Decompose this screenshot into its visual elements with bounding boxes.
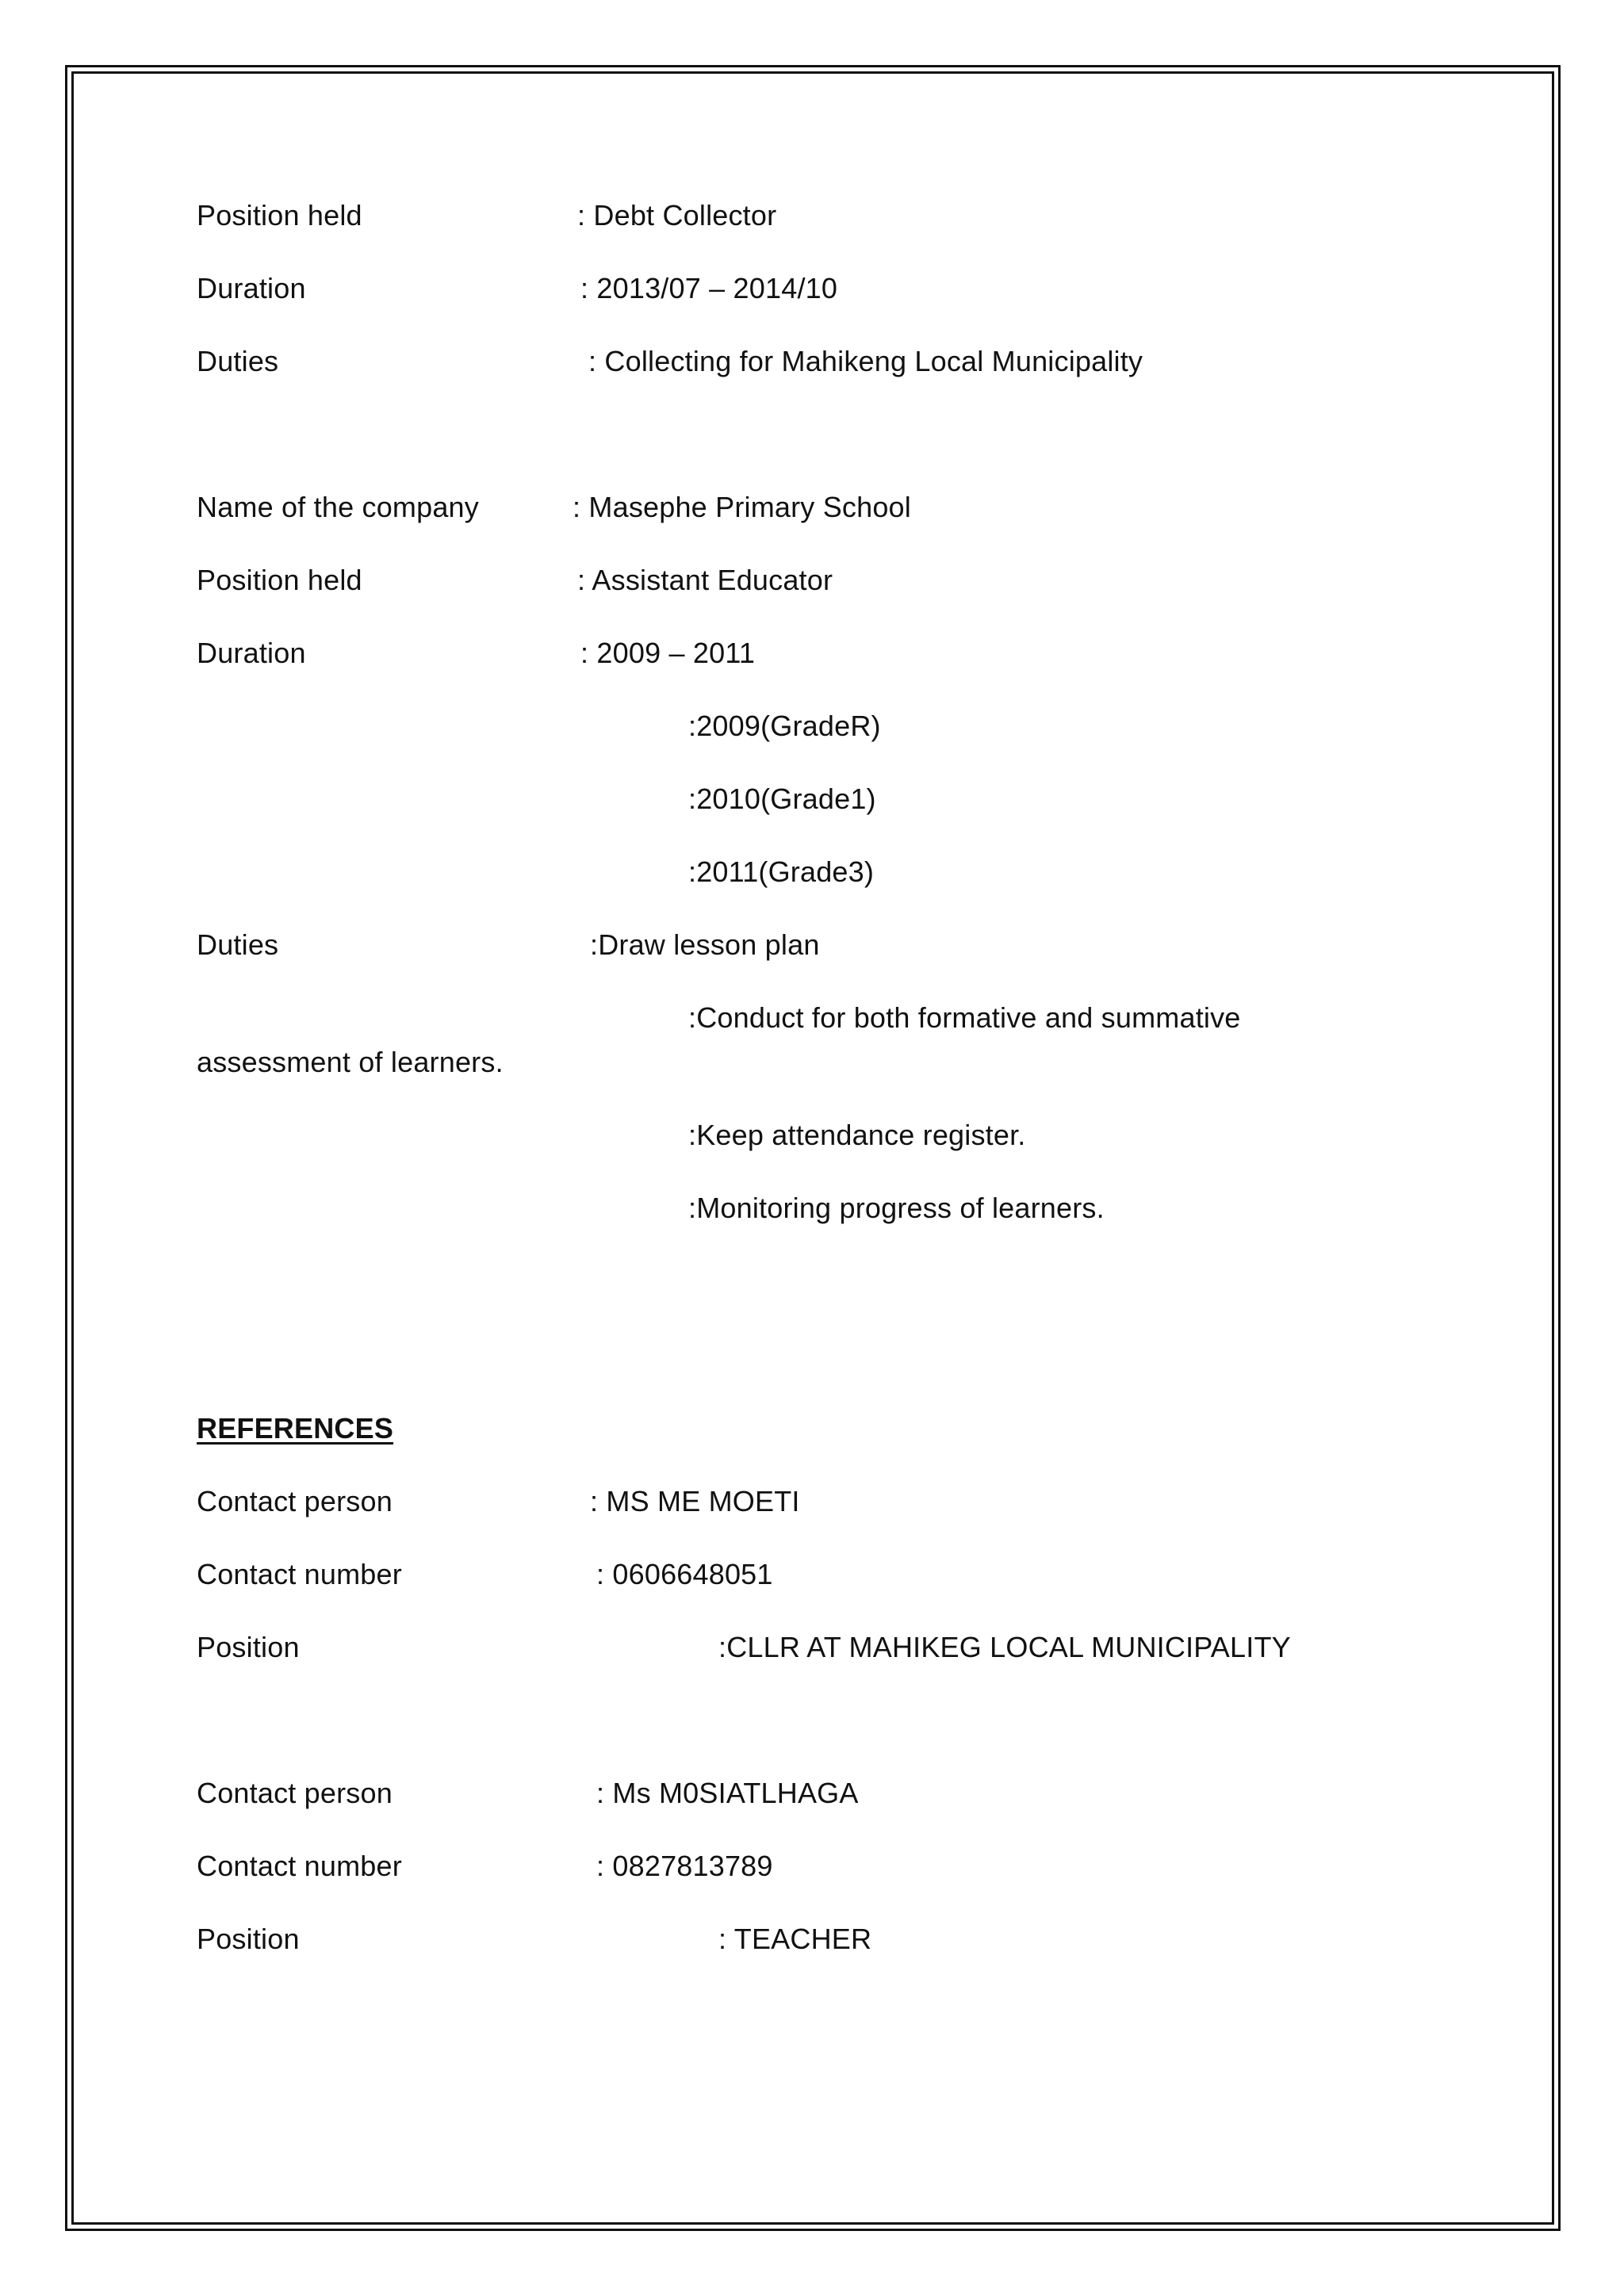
ref1-number-label: Contact number: [197, 1558, 402, 1590]
job2-company-label: Name of the company: [197, 491, 479, 523]
ref1-person-value: : MS ME MOETI: [590, 1485, 800, 1517]
job2-duty-item: :Monitoring progress of learners.: [688, 1192, 1105, 1224]
references-heading: REFERENCES: [197, 1412, 394, 1445]
job2-position-label: Position held: [197, 564, 362, 596]
job2-position-value: : Assistant Educator: [577, 564, 833, 596]
job1-position-value: : Debt Collector: [577, 199, 777, 232]
ref2-person-label: Contact person: [197, 1777, 393, 1809]
job2-duration-label: Duration: [197, 637, 306, 669]
job1-duration-label: Duration: [197, 272, 306, 304]
job2-company-value: : Masephe Primary School: [573, 491, 911, 523]
ref1-position-label: Position: [197, 1631, 300, 1663]
job1-duration-value: : 2013/07 – 2014/10: [580, 272, 838, 304]
ref1-person-label: Contact person: [197, 1485, 393, 1517]
job2-duration-detail: :2010(Grade1): [688, 783, 876, 815]
job1-position-label: Position held: [197, 199, 362, 232]
ref2-position-label: Position: [197, 1923, 300, 1955]
job2-duration-detail: :2011(Grade3): [688, 855, 875, 888]
job2-duties-label: Duties: [197, 928, 279, 961]
job2-duty-item: :Keep attendance register.: [688, 1119, 1026, 1151]
ref2-person-value: : Ms M0SIATLHAGA: [596, 1777, 859, 1809]
ref2-number-value: : 0827813789: [596, 1850, 773, 1882]
job1-duties-value: : Collecting for Mahikeng Local Municipality: [588, 345, 1143, 377]
job2-duty-item-continuation: assessment of learners.: [197, 1046, 504, 1078]
job2-duty-item: :Conduct for both formative and summative: [688, 1001, 1241, 1034]
ref2-position-value: : TEACHER: [718, 1923, 872, 1955]
job2-duration-detail: :2009(GradeR): [688, 710, 881, 742]
ref1-position-value: :CLLR AT MAHIKEG LOCAL MUNICIPALITY: [718, 1631, 1291, 1663]
job2-duration-value: : 2009 – 2011: [580, 637, 756, 669]
job1-duties-label: Duties: [197, 345, 279, 377]
ref1-number-value: : 0606648051: [596, 1558, 773, 1590]
job2-duty-item: :Draw lesson plan: [590, 928, 820, 961]
ref2-number-label: Contact number: [197, 1850, 402, 1882]
